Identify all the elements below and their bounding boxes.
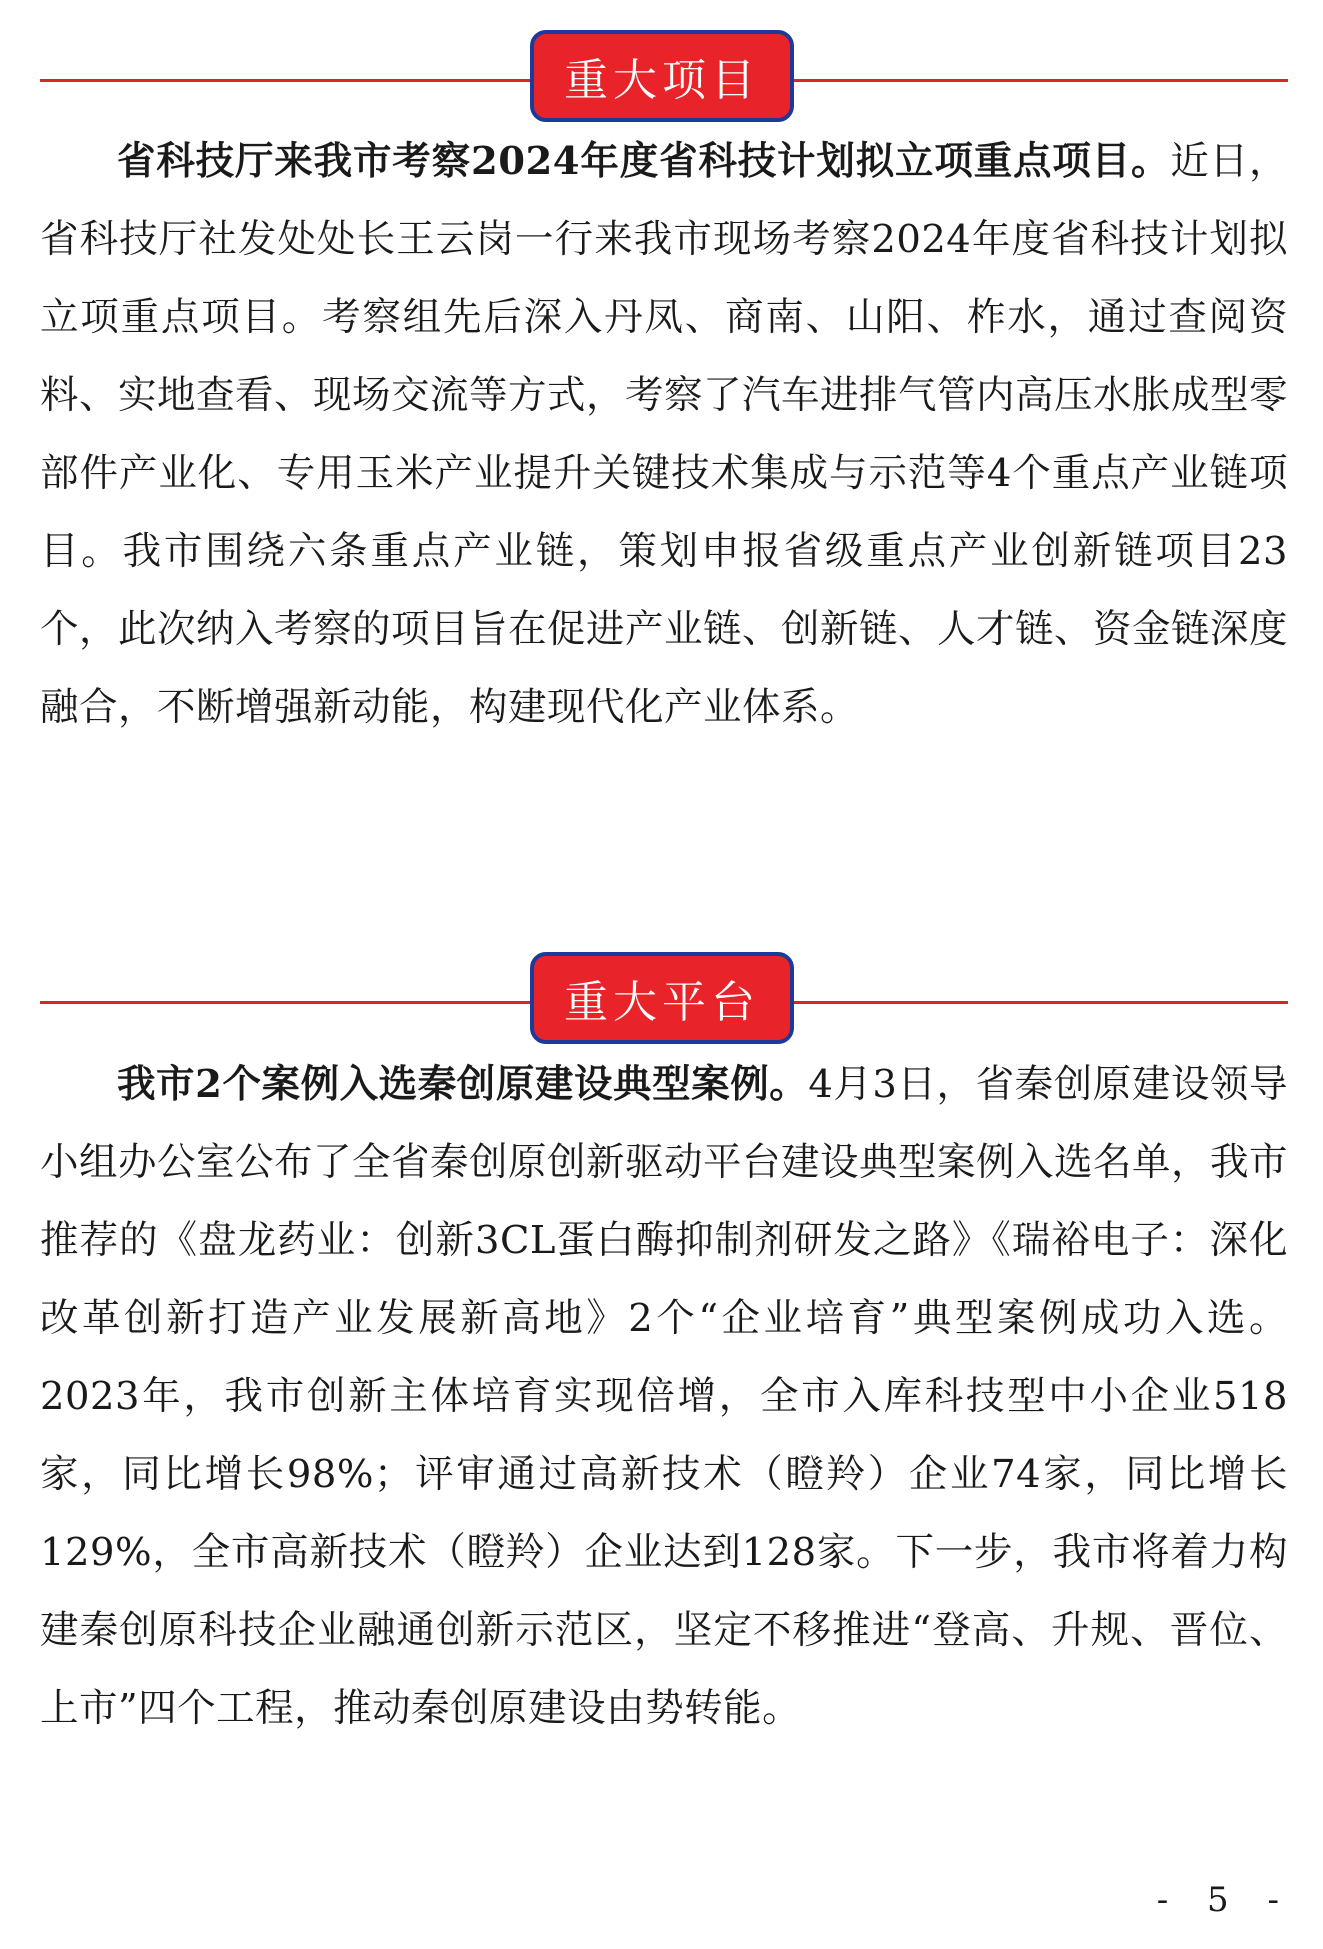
article-lead: 省科技厅来我市考察2024年度省科技计划拟立项重点项目。 [117, 139, 1171, 184]
section-badge [530, 30, 794, 122]
article-lead: 我市2个案例入选秦创原建设典型案例。 [117, 1062, 809, 1107]
page-number: - 5 - [1156, 1880, 1293, 1920]
section-heading: 重大平台 [564, 977, 760, 1028]
section-header-major-projects [40, 30, 1288, 130]
article-body: 4月3日，省秦创原建设领导小组办公室公布了全省秦创原创新驱动平台建设典型案例入选名单，我市推荐的《盘龙药业：创新3CL蛋白酶抑制剂研发之路》《瑞裕电子：深化改革创新打造产业发展新高地》2个“企业培育”典型案例成功入选。2023年，我市创新主体培育实现倍增，全市入库科技型中小企业518家，同比增长98%；评审通过高新技术（瞪羚）企业74家，同比增长129%，全市高新技术（瞪羚）企业达到128家。下一步，我市将着力构建秦创原科技企业融通创新示范区，坚定不移推进“登高、升规、晋位、上市”四个工程，推动秦创原建设由势转能。 [40, 1062, 1289, 1731]
section-header-major-platforms [40, 952, 1288, 1052]
article-body: 近日，省科技厅社发处处长王云岗一行来我市现场考察2024年度省科技计划拟立项重点项目。考察组先后深入丹凤、商南、山阳、柞水，通过查阅资料、实地查看、现场交流等方式，考察了汽车进排气管内高压水胀成型零部件产业化、专用玉米产业提升关键技术集成与示范等4个重点产业链项目。我市围绕六条重点产业链，策划申报省级重点产业创新链项目23个，此次纳入考察的项目旨在促进产业链、创新链、人才链、资金链深度融合，不断增强新动能，构建现代化产业体系。 [40, 139, 1289, 730]
section-heading: 重大项目 [564, 55, 760, 106]
article-paragraph [40, 1046, 1288, 1748]
article-paragraph [40, 123, 1288, 747]
section-badge [530, 952, 794, 1044]
